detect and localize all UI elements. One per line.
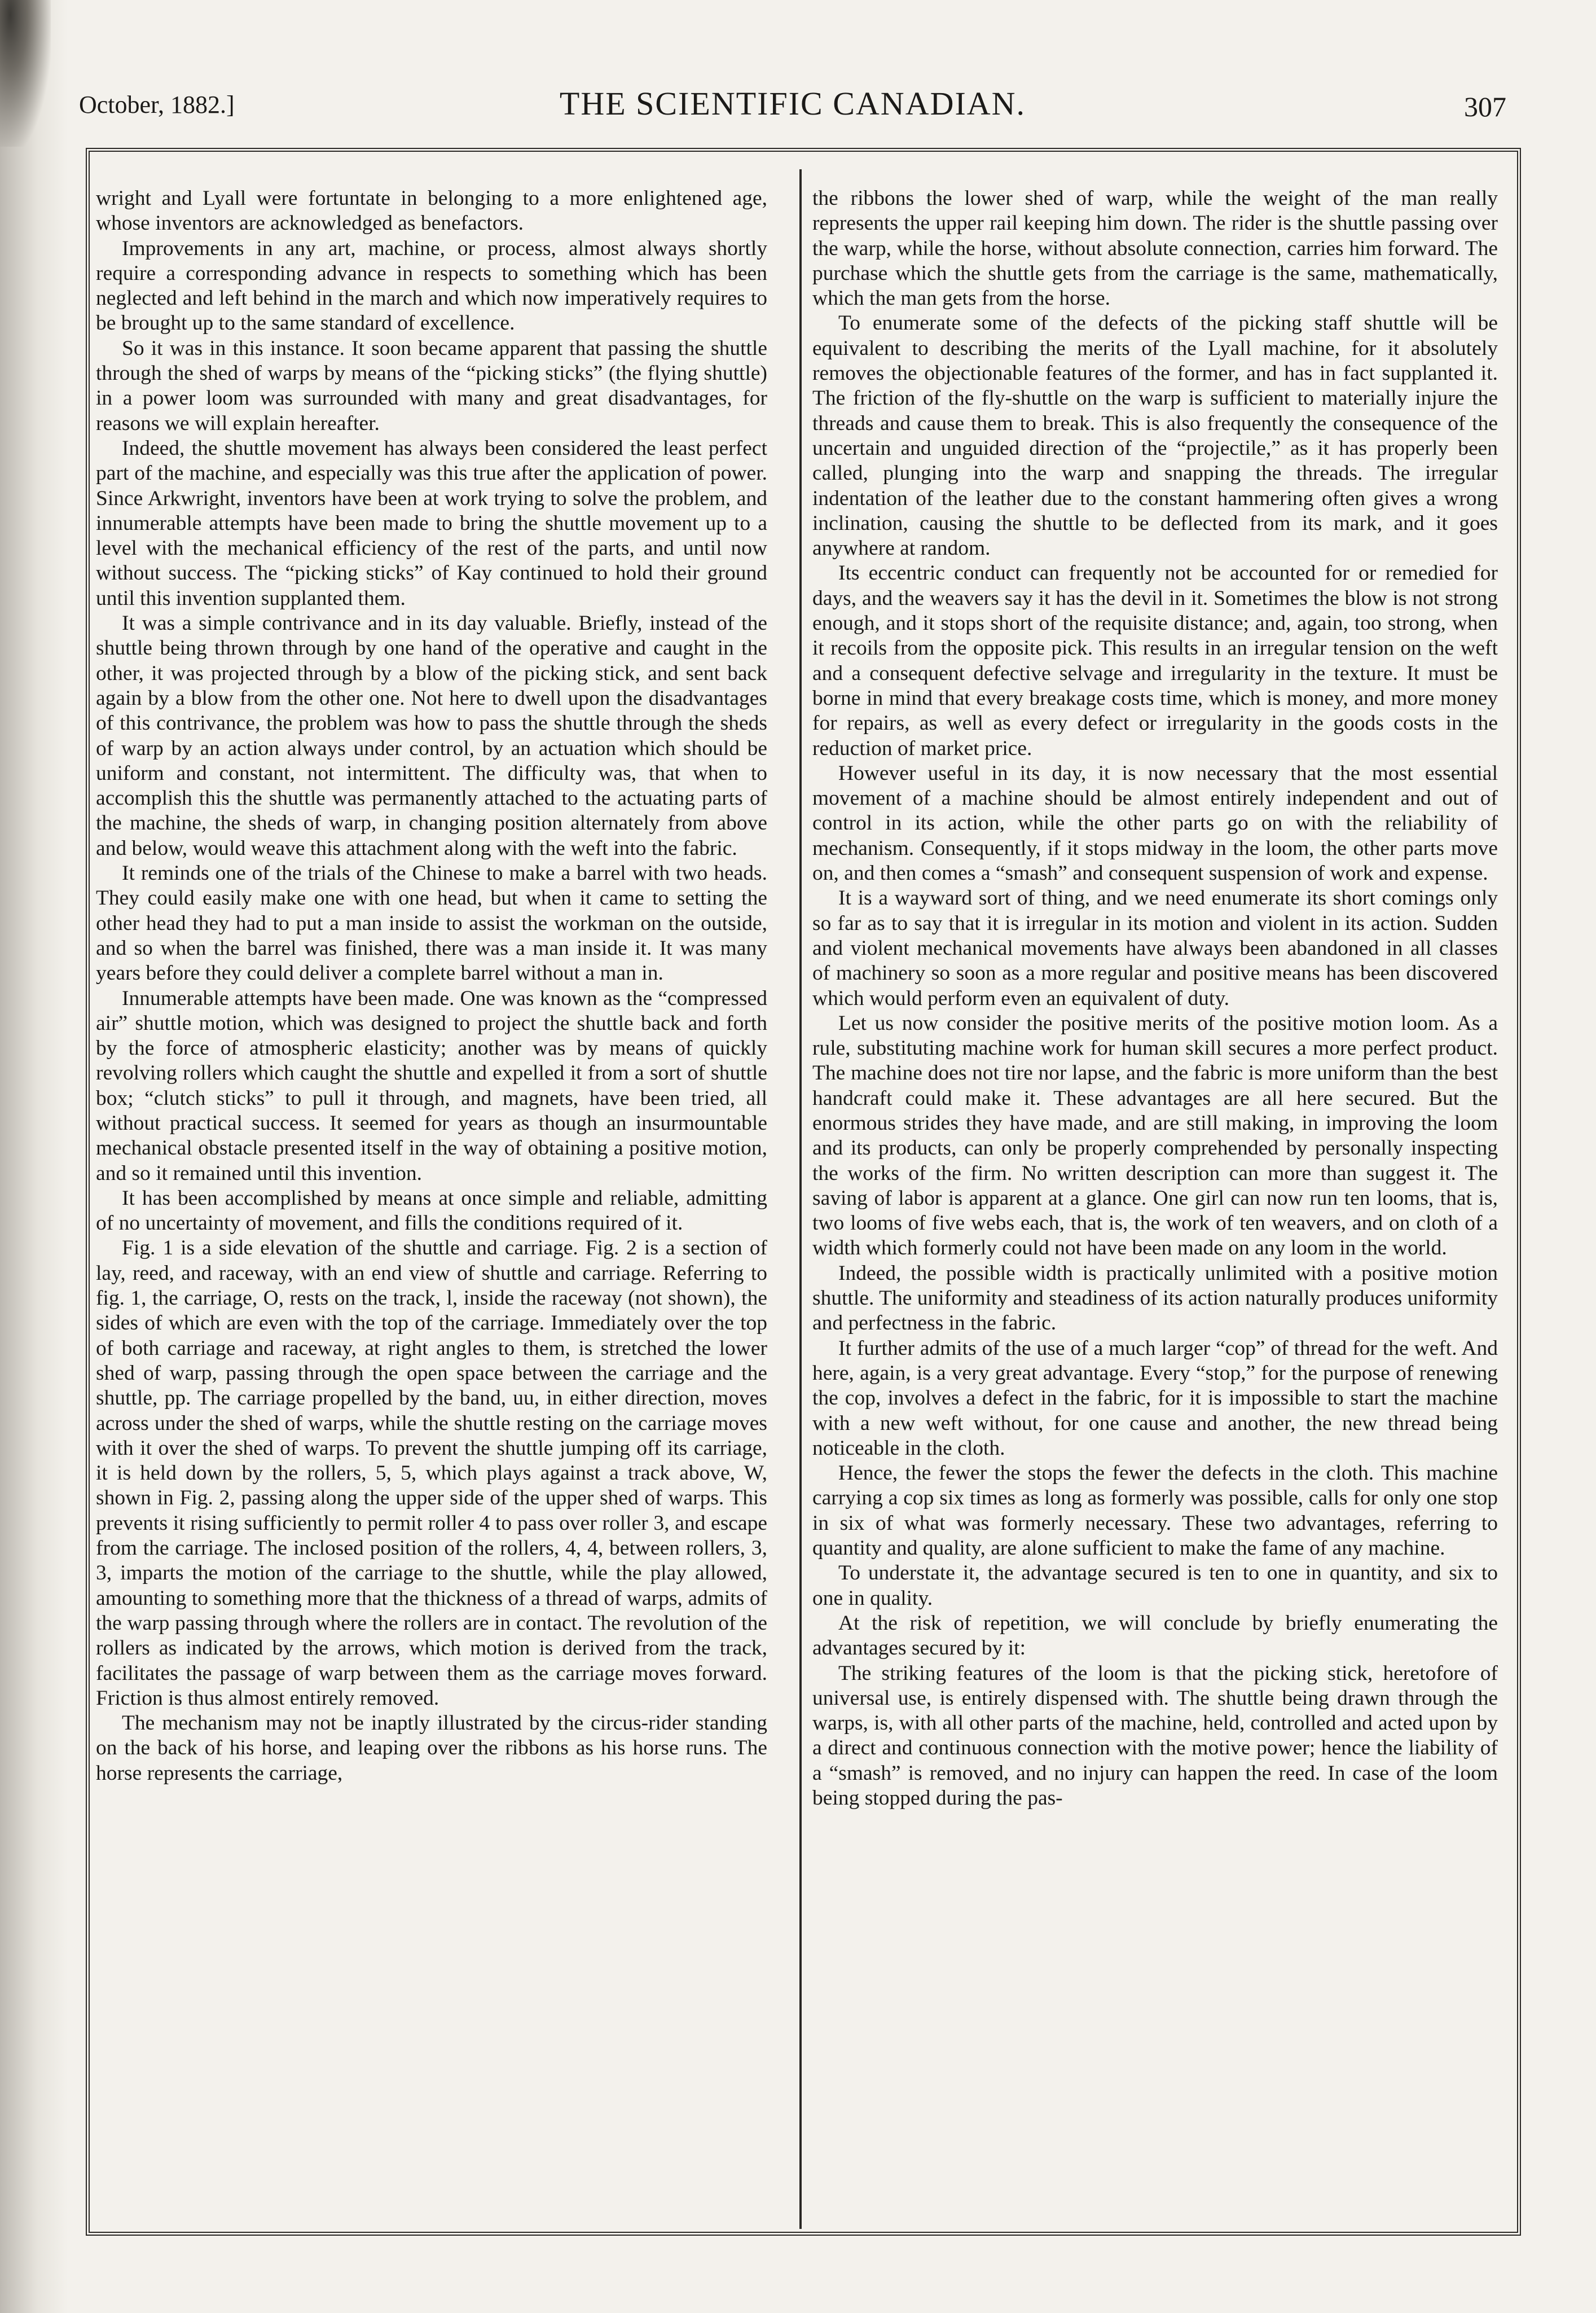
issue-date: October, 1882.] — [79, 91, 235, 118]
paragraph: Fig. 1 is a side elevation of the shuttle and carriage. Fig. 2 is a section of lay, reed, and raceway, with an end view of shuttle and carriage. Referring to fig. 1, the carriage, O, rests on the track, l, inside the raceway (not shown), the sides of which are even with the top of the carriage. Immediately over the top of both carriage and raceway, at right angles to them, is stretched the lower shed of warp, passing through the open space between the carriage and the shuttle, pp. The carriage propelled by the band, uu, in either direction, moves across under the shed of warps, while the shuttle resting on the carriage moves with it over the shed of warps. To prevent the shuttle jumping off its carriage, it is held down by the rollers, 5, 5, which plays against a track above, W, shown in Fig. 2, passing along the upper side of the upper shed of warps. This prevents it rising sufficiently to permit roller 4 to pass over roller 3, and escape from the carriage. The inclosed position of the rollers, 4, 4, between rollers, 3, 3, imparts the motion of the carriage to the shuttle, while the play allowed, amounting to something more that the thickness of a thread of warps, admits of the warp passing through where the rollers are in contact. The revolution of the rollers as indicated by the arrows, which motion is derived from the track, facilitates the passage of warp between them as the carriage moves forward. Friction is thus almost entirely removed. — [96, 1236, 767, 1710]
paragraph: Indeed, the shuttle movement has always been considered the least perfect part of the machine, and especially was this true after the application of power. Since Arkwright, inventors have been at work trying to solve the problem, and innumerable attempts have been made to bring the shuttle movement up to a level with the mechanical efficiency of the rest of the parts, and until now without success. The “picking sticks” of Kay continued to hold their ground until this invention supplanted them. — [96, 436, 767, 610]
paragraph: It has been accomplished by means at once simple and reliable, admitting of no uncertainty of movement, and fills the conditions required of it. — [96, 1186, 767, 1235]
paragraph: So it was in this instance. It soon became apparent that passing the shuttle through the shed of warps by means of the “picking sticks” (the flying shuttle) in a power loom was surrounded with many and great disadvantages, for reasons we will explain hereafter. — [96, 336, 767, 435]
paragraph: Let us now consider the positive merits of the positive motion loom. As a rule, substituting machine work for human skill secures a more perfect product. The machine does not tire nor lapse, and the fabric is more uniform than the best handcraft could make it. These advantages are all here secured. But the enormous strides they have made, and are still making, in improving the loom and its products, can only be properly comprehended by personally inspecting the works of the firm. No written description can more than suggest it. The saving of labor is apparent at a glance. One girl can now run ten looms, that is, two looms of five webs each, that is, the work of ten weavers, and on cloth of a width which formerly could not have been made on any loom in the world. — [812, 1011, 1498, 1260]
right-column — [812, 186, 1498, 2229]
column-divider — [799, 169, 802, 2229]
paragraph: Improvements in any art, machine, or process, almost always shortly require a corresponding advance in respects to something which has been neglected and left behind in the march and which now imperatively requires to be brought up to the same standard of excellence. — [96, 236, 767, 335]
paragraph: The mechanism may not be inaptly illustrated by the circus-rider standing on the back of his horse, and leaping over the ribbons as his horse runs. The horse represents the carriage, — [96, 1711, 767, 1785]
paragraph: It reminds one of the trials of the Chinese to make a barrel with two heads. They could easily make one with one head, but when it came to setting the other head they had to put a man inside to assist the workman on the outside, and so when the barrel was finished, there was a man inside it. It was many years before they could deliver a complete barrel without a man in. — [96, 862, 767, 985]
paragraph: However useful in its day, it is now necessary that the most essential movement of a machine should be almost entirely independent and out of control in its action, while the other parts go on with the reliability of mechanism. Consequently, if it stops midway in the loom, the other parts move on, and then comes a “smash” and consequent suspension of work and expense. — [812, 761, 1498, 885]
page-number: 307 — [1464, 91, 1506, 122]
paragraph: the ribbons the lower shed of warp, while the weight of the man really represents the upper rail keeping him down. The rider is the shuttle passing over the warp, while the horse, without absolute connection, carries him forward. The purchase which the shuttle gets from the carriage is the same, mathematically, which the man gets from the horse. — [812, 187, 1498, 310]
running-header — [79, 85, 1506, 130]
paragraph: It further admits of the use of a much larger “cop” of thread for the weft. And here, again, is a very great advantage. Every “stop,” for the purpose of renewing the cop, involves a defect in the fabric, for it is impossible to start the machine with a new weft without, for one cause and another, the new thread being noticeable in the cloth. — [812, 1336, 1498, 1460]
paragraph: Hence, the fewer the stops the fewer the defects in the cloth. This machine carrying a cop six times as long as formerly was possible, calls for only one stop in six of what was formerly necessary. These two advantages, referring to quantity and quality, are alone sufficient to make the fame of any machine. — [812, 1461, 1498, 1560]
paragraph: To enumerate some of the defects of the picking staff shuttle will be equivalent to describing the merits of the Lyall machine, for it absolutely removes the objectionable features of the former, and has in fact supplanted it. The friction of the fly-shuttle on the warp is sufficient to materially injure the threads and cause them to break. This is also frequently the consequence of the uncertain and unguided direction of the “projectile,” as it has properly been called, plunging into the warp and snapping the threads. The irregular indentation of the leather due to the constant hammering often gives a wrong inclination, causing the shuttle to be deflected from its mark, and it goes anywhere at random. — [812, 311, 1498, 560]
paragraph: It is a wayward sort of thing, and we need enumerate its short comings only so far as to say that it is irregular in its motion and violent in its action. Sudden and violent mechanical movements have always been abandoned in all classes of machinery so soon as a more regular and positive means has been discovered which would perform even an equivalent of duty. — [812, 886, 1498, 1010]
paragraph: It was a simple contrivance and in its day valuable. Briefly, instead of the shuttle being thrown through by one hand of the operative and caught in the other, it was projected through by a blow of the picking stick, and sent back again by a blow from the other one. Not here to dwell upon the disadvantages of this contrivance, the problem was how to pass the shuttle through the sheds of warp by an action always under control, by an actuation which should be uniform and constant, not intermittent. The difficulty was, that when to accomplish this the shuttle was permanently attached to the actuating parts of the machine, the sheds of warp, in changing position alternately from above and below, would weave this attachment along with the weft into the fabric. — [96, 612, 767, 860]
paragraph: Innumerable attempts have been made. One was known as the “compressed air” shuttle motion, which was designed to project the shuttle back and forth by the force of atmospheric elasticity; another was by means of quickly revolving rollers which caught the shuttle and expelled it from a sort of shuttle box; “clutch sticks” to pull it through, and magnets, have been tried, all without practical success. It seemed for years as though an insurmountable mechanical obstacle presented itself in the way of obtaining a positive motion, and so it remained until this invention. — [96, 986, 767, 1185]
paragraph: Indeed, the possible width is practically unlimited with a positive motion shuttle. The uniformity and steadiness of its action naturally produces uniformity and perfectness in the fabric. — [812, 1261, 1498, 1335]
left-column — [96, 186, 767, 2229]
paragraph: The striking features of the loom is that the picking stick, heretofore of universal use, is entirely dispensed with. The shuttle being drawn through the warps, is, with all other parts of the machine, held, controlled and acted upon by a direct and continuous connection with the motive power; hence the liability of a “smash” is removed, and no injury can happen the reed. In case of the loom being stopped during the pas- — [812, 1661, 1498, 1810]
page-edge-shadow — [0, 0, 68, 2313]
paragraph: wright and Lyall were fortuntate in belonging to a more enlightened age, whose inventors are acknowledged as benefactors. — [96, 187, 767, 235]
paragraph: Its eccentric conduct can frequently not be accounted for or remedied for days, and the weavers say it has the devil in it. Sometimes the blow is not strong enough, and it stops short of the requisite distance; and, again, too strong, when it recoils from the opposite pick. This results in an irregular tension on the weft and a consequent defective selvage and irregularity in the texture. It must be borne in mind that every breakage costs time, which is money, and more money for repairs, as well as every defect or irregularity in the goods costs in the reduction of market price. — [812, 561, 1498, 760]
journal-title: THE SCIENTIFIC CANADIAN. — [559, 85, 1026, 122]
paragraph: At the risk of repetition, we will conclude by briefly enumerating the advantages secured by it: — [812, 1611, 1498, 1660]
ink-blot — [0, 0, 51, 147]
paragraph: To understate it, the advantage secured is ten to one in quantity, and six to one in quality. — [812, 1561, 1498, 1610]
